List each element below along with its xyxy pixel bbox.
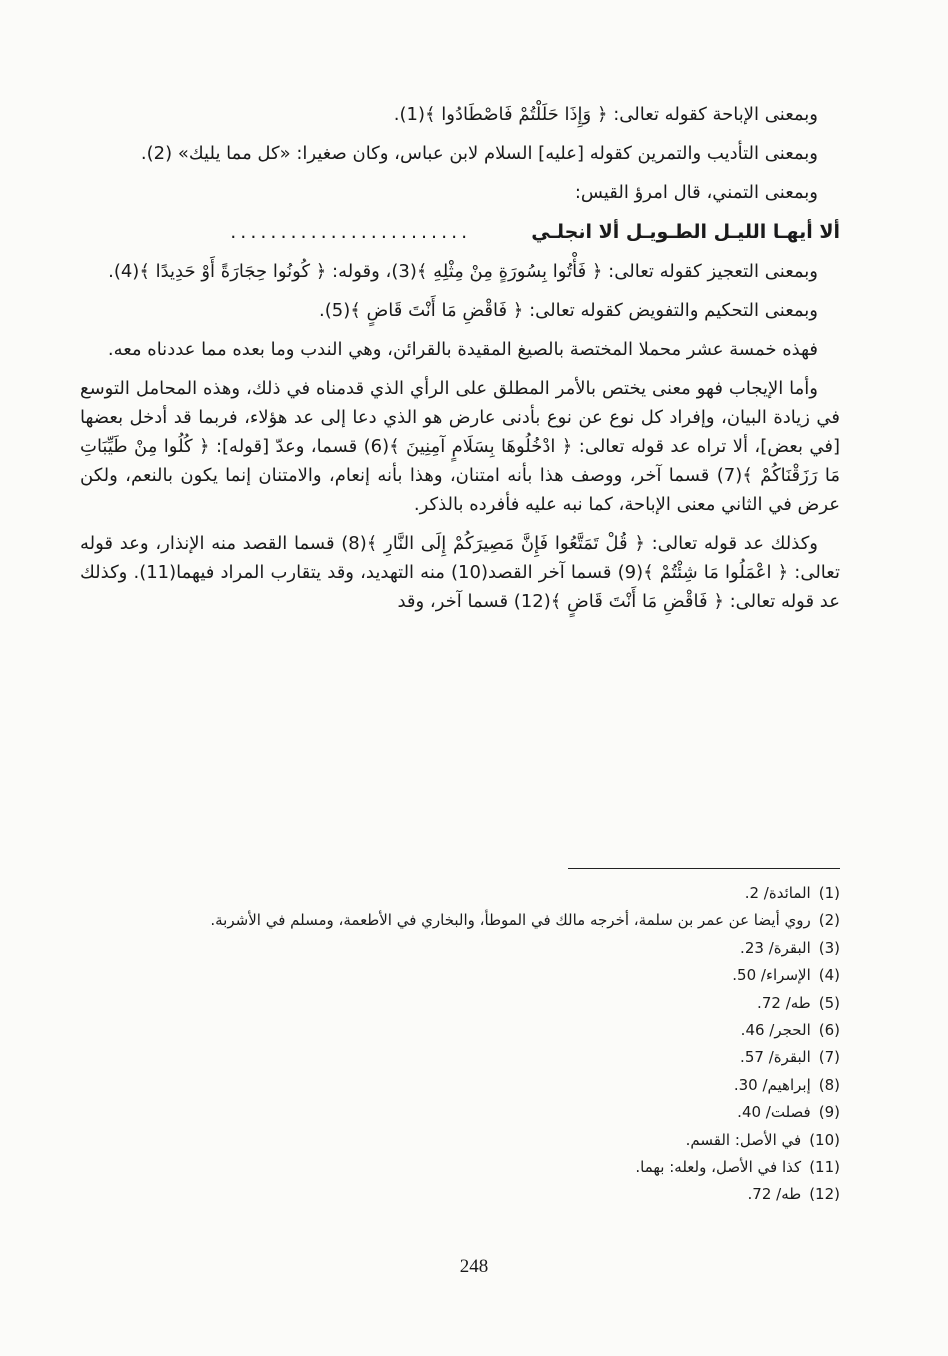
footnote-divider bbox=[568, 868, 840, 869]
paragraph-tamanni: وبمعنى التمني، قال امرؤ القيس: bbox=[574, 182, 818, 203]
footnote-item bbox=[140, 1099, 840, 1126]
footnote-item bbox=[140, 1154, 840, 1181]
footnote-number: (10) bbox=[809, 1130, 840, 1149]
paragraph-summary: فهذه خمسة عشر محملا المختصة بالصيغ المقيدة بالقرائن، وهي الندب وما بعده مما عددناه معه. bbox=[107, 339, 818, 360]
verse-dots: ........................ bbox=[230, 221, 472, 243]
paragraph-kadhalik: وكذلك عد قوله تعالى: ﴿ قُلْ تَمَتَّعُوا فَإِنَّ مَصِيرَكُمْ إِلَى النَّارِ ﴾(8) قسما القصد منه الإنذار، وعد قوله تعالى: ﴿ اعْمَلُوا مَا شِئْتُمْ ﴾(9) قسما آخر القصد(10) منه التهديد، وقد يتقارب المراد فيهما(11). وكذلك عد قوله تعالى: ﴿ فَاقْضِ مَا أَنْتَ قَاضٍ ﴾(12) قسما آخر، وقد bbox=[80, 533, 840, 612]
verse-text: ألا أيهـا الليـل الطـويـل ألا انجلـي bbox=[531, 221, 840, 243]
footnote-number: (5) bbox=[818, 993, 840, 1012]
footnote-number: (1) bbox=[818, 884, 840, 902]
footnote-number: (3) bbox=[818, 938, 840, 957]
footnote-text: الحجر/ 46. bbox=[740, 1021, 811, 1040]
footnote-item bbox=[140, 1072, 840, 1099]
footnote-text: طه/ 72. bbox=[747, 1185, 802, 1204]
poetry-verse bbox=[80, 217, 840, 247]
footnote-item bbox=[140, 1044, 840, 1071]
footnote-item bbox=[140, 880, 840, 907]
paragraph-tadib: وبمعنى التأديب والتمرين كقوله [عليه] السلام لابن عباس، وكان صغيرا: «كل مما يليك» (2). bbox=[140, 143, 818, 164]
footnotes-list bbox=[140, 880, 840, 1209]
footnote-number: (6) bbox=[818, 1021, 840, 1040]
footnote-text: الإسراء/ 50. bbox=[732, 966, 811, 985]
paragraph-ijab: وأما الإيجاب فهو معنى يختص بالأمر المطلق على الرأي الذي قدمناه في ذلك، وهذه المحامل التوسع في زيادة البيان، وإفراد كل نوع عن نوع بأدنى عارض هو الذي دعا إلى عد هؤلاء، فربما قد أدخل بعضها [في بعض]، ألا تراه عد قوله تعالى: ﴿ ادْخُلُوهَا بِسَلَامٍ آمِنِينَ ﴾(6) قسما، وعدّ [قوله]: ﴿ كُلُوا مِنْ طَيِّبَاتِ مَا رَزَقْنَاكُمْ ﴾(7) قسما آخر، ووصف هذا بأنه امتنان، وهذا بأنه إنعام، والامتنان إنما يكون بالنعم، ولكن عرض في الثاني معنى الإباحة، كما نبه عليه فأفرده بالذكر. bbox=[80, 378, 841, 515]
footnote-number: (2) bbox=[818, 911, 840, 930]
footnote-text: فصلت/ 40. bbox=[737, 1103, 811, 1122]
footnote-item bbox=[140, 935, 840, 962]
footnote-number: (4) bbox=[818, 966, 840, 985]
footnote-number: (9) bbox=[818, 1103, 840, 1122]
footnote-text: كذا في الأصل، ولعله: بهما. bbox=[635, 1158, 802, 1177]
footnote-text: البقرة/ 57. bbox=[740, 1048, 811, 1067]
footnote-text: المائدة/ 2. bbox=[744, 884, 811, 902]
page-body bbox=[80, 100, 840, 626]
paragraph-ibaha: وبمعنى الإباحة كقوله تعالى: ﴿ وَإِذَا حَلَلْتُمْ فَاصْطَادُوا ﴾(1). bbox=[393, 104, 818, 125]
paragraph-tahkim: وبمعنى التحكيم والتفويض كقوله تعالى: ﴿ فَاقْضِ مَا أَنْتَ قَاضٍ ﴾(5). bbox=[319, 300, 818, 321]
footnote-item bbox=[140, 990, 840, 1017]
footnote-item bbox=[140, 1127, 840, 1154]
footnote-item bbox=[140, 1017, 840, 1044]
footnote-text: في الأصل: القسم. bbox=[685, 1130, 802, 1149]
footnote-number: (8) bbox=[818, 1075, 840, 1094]
footnote-number: (7) bbox=[818, 1048, 840, 1067]
footnote-item bbox=[140, 1181, 840, 1208]
footnote-item bbox=[140, 907, 840, 934]
footnote-text: البقرة/ 23. bbox=[740, 938, 811, 957]
footnote-text: روي أيضا عن عمر بن سلمة، أخرجه مالك في الموطأ، والبخاري في الأطعمة، ومسلم في الأشربة. bbox=[210, 911, 811, 930]
footnote-text: إبراهيم/ 30. bbox=[733, 1075, 811, 1094]
paragraph-tajiz: وبمعنى التعجيز كقوله تعالى: ﴿ فَأْتُوا بِسُورَةٍ مِنْ مِثْلِهِ ﴾(3)، وقوله: ﴿ كُونُوا حِجَارَةً أَوْ حَدِيدًا ﴾(4). bbox=[108, 261, 818, 282]
footnote-item bbox=[140, 962, 840, 989]
footnote-text: طه/ 72. bbox=[757, 993, 811, 1012]
footnote-number: (12) bbox=[809, 1185, 840, 1204]
page-number: 248 bbox=[459, 1256, 489, 1277]
footnote-number: (11) bbox=[809, 1158, 840, 1177]
